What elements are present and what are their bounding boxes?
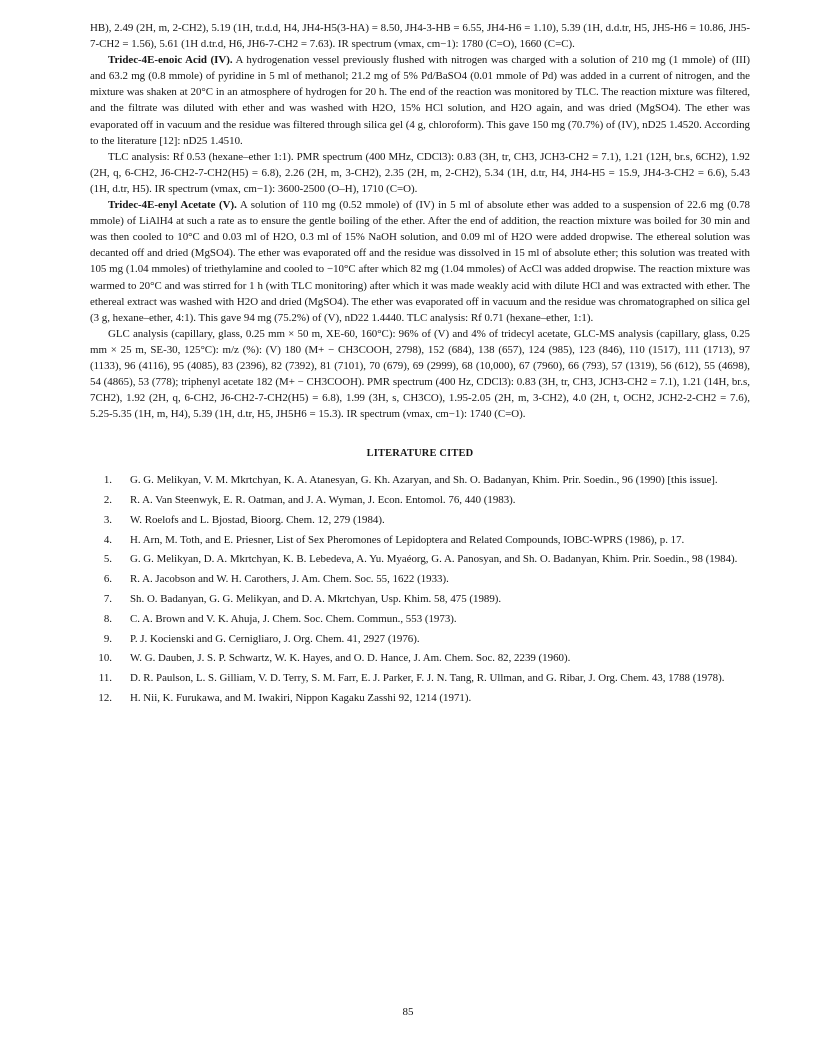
reference-text: D. R. Paulson, L. S. Gilliam, V. D. Terry, S. M. Farr, E. J. Parker, F. J. N. Tang, R. Ullman, and G. Ribar, J. Org. Chem. 43, 1788 (1978). xyxy=(130,672,725,685)
reference-number: 10. xyxy=(98,652,112,665)
reference-number: 4. xyxy=(103,533,112,546)
paper-page xyxy=(90,20,750,711)
reference-item xyxy=(90,533,750,549)
reference-text: Sh. O. Badanyan, G. G. Melikyan, and D. A. Mkrtchyan, Usp. Khim. 58, 475 (1989). xyxy=(130,593,502,606)
reference-text: R. A. Jacobson and W. H. Carothers, J. Am. Chem. Soc. 55, 1622 (1933). xyxy=(130,573,449,586)
paragraph-body: HB), 2.49 (2H, m, 2-CH2), 5.19 (1H, tr.d.d, H4, JH4-H5(3-HA) = 8.50, JH4-3-HB = 6.55, JH4-H6 = 1.10), 5.39 (1H, d.d.tr, H5, JH5-H6 = 10.86, JH5-7-CH2 = 1.56), 5.61 (1H d.tr.d, H6, JH6-7-CH2 = 7.63). IR spectrum (νmax, cm−1): 1780 (C=O), 1660 (C=C). xyxy=(90,22,750,51)
paragraph-tridec-acetate xyxy=(90,197,750,326)
reference-number: 8. xyxy=(103,612,112,625)
reference-text: H. Arn, M. Toth, and E. Priesner, List of Sex Pheromones of Lepidoptera and Related Compounds, IOBC-WPRS (1986), p. 17. xyxy=(130,533,685,546)
reference-text: C. A. Brown and V. K. Ahuja, J. Chem. Soc. Chem. Commun., 553 (1973). xyxy=(130,612,457,625)
paragraph-glc xyxy=(90,326,750,423)
reference-text: W. G. Dauben, J. S. P. Schwartz, W. K. Hayes, and O. D. Hance, J. Am. Chem. Soc. 82, 2239 (1960). xyxy=(130,652,571,665)
reference-item xyxy=(90,473,750,489)
literature-heading: LITERATURE CITED xyxy=(366,448,474,460)
reference-text: W. Roelofs and L. Bjostad, Bioorg. Chem. 12, 279 (1984). xyxy=(130,513,385,526)
paragraph-continuation xyxy=(90,20,750,52)
paragraph-body: GLC analysis (capillary, glass, 0.25 mm × 50 m, XE-60, 160°C): 96% of (V) and 4% of tridecyl acetate, GLC-MS analysis (capillary, glass, 0.25 mm × 25 m, SE-30, 125°C): m/z (%): (V) 180 (M+ − CH3COOH, 2798), 152 (684), 138 (657), 124 (985), 123 (846), 110 (1517), 111 (1713), 97 (1133), 96 (4116), 95 (4085), 83 (2396), 82 (7392), 81 (7101), 70 (679), 69 (2999), 68 (10,000), 67 (7960), 66 (793), 57 (1319), 56 (612), 55 (4698), 54 (4865), 53 (778); triphenyl acetate 182 (M+ − CH3COOH). PMR spectrum (400 Hz, CDCl3): 0.83 (3H, tr, CH3, JCH3-CH2 = 7.1), 1.21 (14H, br.s, 7CH2), 1.92 (2H, q, 6-CH2, J6-CH2-7-CH2(H5) = 6.8), 1.99 (3H, s, CH3CO), 1.95-2.05 (2H, m, 3-CH2), 4.0 (2H, t, OCH2, JCH2-2-CH2 = 7.6), 5.25-5.35 (1H, m, H4), 5.39 (1H, d.tr, H5, JH5H6 = 15.3). IR spectrum (νmax, cm−1): 1740 (C=O). xyxy=(90,327,750,421)
reference-item xyxy=(90,552,750,568)
reference-number: 5. xyxy=(103,553,112,566)
reference-text: G. G. Melikyan, D. A. Mkrtchyan, K. B. Lebedeva, A. Yu. Myaéorg, G. A. Panosyan, and Sh. O. Badanyan, Khim. Prir. Soedin., 98 (1984). xyxy=(130,553,738,566)
reference-list xyxy=(90,473,750,706)
reference-number: 6. xyxy=(103,573,112,586)
reference-number: 9. xyxy=(103,632,112,645)
reference-item xyxy=(90,592,750,608)
reference-item xyxy=(90,493,750,509)
reference-text: P. J. Kocienski and G. Cernigliaro, J. Org. Chem. 41, 2927 (1976). xyxy=(130,632,420,645)
paragraph-tlc-acid xyxy=(90,149,750,197)
reference-number: 3. xyxy=(103,513,112,526)
reference-text: G. G. Melikyan, V. M. Mkrtchyan, K. A. Atanesyan, G. Kh. Azaryan, and Sh. O. Badanyan, Khim. Prir. Soedin., 96 (1990) [this issue]. xyxy=(130,474,718,487)
reference-number: 11. xyxy=(98,672,112,685)
reference-item xyxy=(90,513,750,529)
reference-item xyxy=(90,632,750,648)
paragraph-body: A hydrogenation vessel previously flushed with nitrogen was charged with a solution of 210 mg (1 mmole) of (III) and 63.2 mg (0.8 mmole) of pyridine in 5 ml of methanol; 21.2 mg of 5% Pd/BaSO4 (0.01 mmole of Pd) was added in a current of nitrogen, and the mixture was shaken at 20°C in an atmosphere of hydrogen for 20 h. The end of the reaction was monitored by TLC. The reaction mixture was filtered, and the filtrate was diluted with ether and was washed with H2O, 15% HCl solution, and H2O again, and was dried (MgSO4). The ether was evaporated off in vacuum and the residue was filtered through silica gel (4 g, chloroform). This gave 150 mg (70.7%) of (IV), nD25 1.4520. According to the literature [12]: nD25 1.4510. xyxy=(90,54,751,147)
page-number: 85 xyxy=(402,1006,414,1018)
reference-number: 7. xyxy=(103,593,112,606)
reference-text: H. Nii, K. Furukawa, and M. Iwakiri, Nippon Kagaku Zasshi 92, 1214 (1971). xyxy=(130,691,472,704)
reference-number: 2. xyxy=(103,494,112,507)
reference-item xyxy=(90,671,750,687)
reference-number: 12. xyxy=(98,691,112,704)
paragraph-tridec-acid xyxy=(90,52,750,149)
compound-heading: Tridec-4E-enyl Acetate (V). xyxy=(108,199,237,212)
reference-number: 1. xyxy=(103,474,112,487)
reference-item xyxy=(90,612,750,628)
reference-item xyxy=(90,691,750,707)
reference-item xyxy=(90,572,750,588)
reference-text: R. A. Van Steenwyk, E. R. Oatman, and J. A. Wyman, J. Econ. Entomol. 76, 440 (1983). xyxy=(130,494,516,507)
paragraph-body: TLC analysis: Rf 0.53 (hexane–ether 1:1). PMR spectrum (400 MHz, CDCl3): 0.83 (3H, tr, CH3, JCH3-CH2 = 7.1), 1.21 (12H, br.s, 6CH2), 1.92 (2H, q, 6-CH2, J6-CH2-7-CH2(H5) = 6.8), 2.26 (2H, m, 3-CH2), 2.35 (2H, m, 2-CH2), 5.34 (1H, d.tr, H4, JH4-H5 = 15.9, JH4-3-CH2 = 6.6), 5.43 (1H, d.tr, H5). IR spectrum (νmax, cm−1): 3600-2500 (O–H), 1710 (C=O). xyxy=(90,150,750,195)
paragraph-body: A solution of 110 mg (0.52 mmole) of (IV) in 5 ml of absolute ether was added to a suspension of 22.6 mg (0.78 mmole) of LiAlH4 at such a rate as to ensure the gentle boiling of the ether. After the end of addition, the reaction mixture was boiled for 30 min and was then cooled to 10°C and 0.03 ml of H2O, 0.3 ml of 15% NaOH solution, and 0.09 ml of H2O were added dropwise. The ethereal solution was decanted off and dried (MgSO4). The ether was evaporated off and the residue was dissolved in 15 ml of absolute ether; this solution was treated with 105 mg (1.04 mmoles) of triethylamine and cooled to −10°C after which 82 mg (1.04 mmoles) of AcCl was added dropwise. The reaction mixture was warmed to 20°C and was stirred for 1 h (with TLC monitoring) after which it was made weakly acid with dilute HCl and was extracted with ether. The ethereal extract was washed with H2O and dried (MgSO4). The ether was evaporated off in vacuum and the residue was chromatographed on silica gel (3 g, hexane–ether, 4:1). This gave 94 mg (75.2%) of (V), nD22 1.4440. TLC analysis: Rf 0.71 (hexane–ether, 1:1). xyxy=(90,199,750,324)
reference-item xyxy=(90,651,750,667)
compound-heading: Tridec-4E-enoic Acid (IV). xyxy=(108,54,233,67)
